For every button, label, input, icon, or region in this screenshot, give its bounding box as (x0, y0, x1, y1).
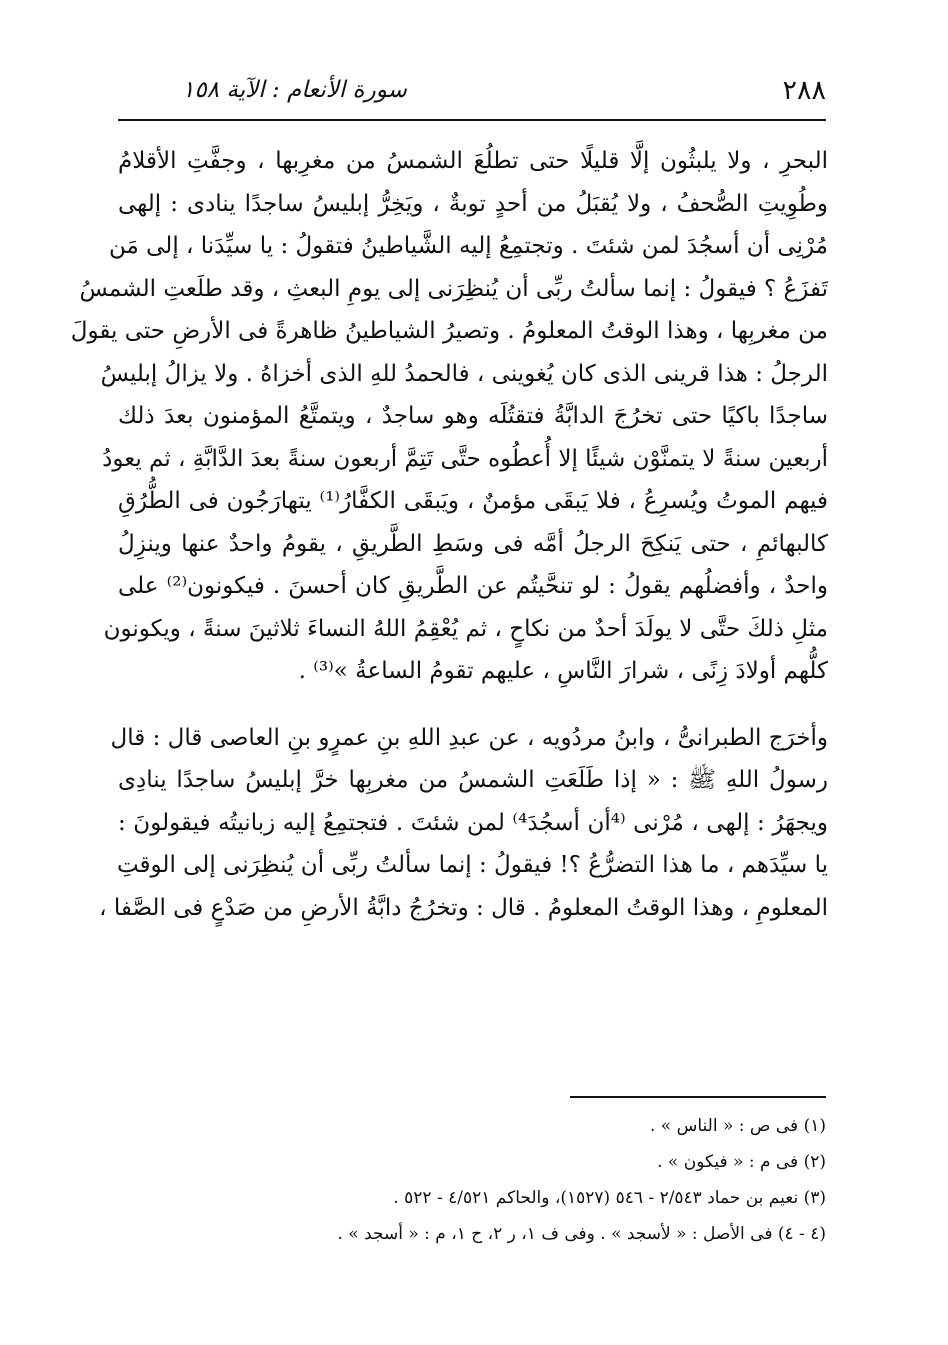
text-line: كلُّهم أولادَ زِنًى ، شرارَ النَّاسِ ، عليهم تقومُ الساعةُ »⁽³⁾ . (298, 658, 828, 684)
footnote-2: (٢) فى م : « فيكون » . (657, 1152, 826, 1172)
text-line: مُرْنِى أن أسجُدَ لمن شئتَ . وتجتمِعُ إليه الشَّياطينُ فتقولُ : يا سيِّدَنا ، إلى مَن (109, 233, 828, 259)
header-rule (118, 119, 826, 121)
text-line: المعلومِ ، وهذا الوقتُ المعلومُ . قال : وتخرُجُ دابَّةُ الأرضِ من صَدْعٍ فى الصَّفا ، (99, 894, 828, 921)
text-line: تَفزَعُ ؟ فيقولُ : إنما سألتُ ربِّى أن يُنظِرَنى إلى يومِ البعثِ ، وقد طلَعتِ الشمسُ (79, 275, 828, 302)
text-line: أربعين سنةً لا يتمنَّوْن شيئًا إلا أُعطُوه حتَّى تَتِمَّ أربعون سنةً بعدَ الدَّابَّةِ ، ثم يعودُ (102, 445, 828, 472)
text-line: فيهم الموتُ ويُسرِعُ ، فلا يَبقَى مؤمنٌ ، ويَبقَى الكفَّارُ⁽¹⁾ يتهارَجُون فى الطُّرُقِ (118, 488, 828, 514)
page-number: ٢٨٨ (782, 74, 826, 106)
footnote-separator (570, 1096, 826, 1098)
page-header (118, 66, 826, 114)
paragraph-1 (70, 140, 829, 693)
main-text (70, 140, 829, 929)
text-line: ويجهَرُ : إلهى ، مُرْنى ⁽⁴أن أسجُدَ⁴⁾ لمن شئتَ . فتجتمِعُ إليه زبانيتُه فيقولونَ : (118, 809, 828, 836)
text-line: كالبهائمِ ، حتى يَنكِحَ الرجلُ أمَّه فى وسَطِ الطَّريقِ ، يقومُ واحدٌ عنها وينزِلُ (118, 530, 828, 557)
text-line: الرجلُ : هذا قرينى الذى كان يُغوينى ، فالحمدُ للهِ الذى أخزاهُ . ولا يزالُ إبليسُ (100, 360, 828, 387)
paragraph-2 (99, 717, 828, 930)
text-line: البحرِ ، ولا يلبثُون إلَّا قليلًا حتى تطلُعَ الشمسُ من مغرِبها ، وجفَّتِ الأقلامُ (118, 148, 828, 174)
text-line: يا سيِّدَهم ، ما هذا التضرُّعُ ؟! فيقولُ : إنما سألتُ ربِّى أن يُنظِرَنى إلى الوقتِ (116, 852, 828, 878)
running-head: سورة الأنعام : الآية ١٥٨ (182, 77, 407, 103)
text-line: وطُوِيتِ الصُّحفُ ، ولا يُقبَلُ من أحدٍ توبةٌ ، ويَخِرُّ إبليسُ ساجدًا ينادى : إلهى (118, 190, 828, 217)
text-line: من مغربِها ، وهذا الوقتُ المعلومُ . وتصيرُ الشياطينُ ظاهرةً فى الأرضِ حتى يقولَ (70, 318, 828, 344)
footnotes (118, 1108, 826, 1252)
text-line: رسولُ اللهِ ﷺ : « إذا طَلَعَتِ الشمسُ من مغربِها خرَّ إبليسُ ساجدًا ينادِى (118, 767, 828, 793)
footnote-1: (١) فى ص : « الناس » . (650, 1116, 826, 1136)
text-line: واحدٌ ، وأفضلُهم يقولُ : لو تنحَّيتُم عن الطَّريقِ كان أحسنَ . فيكونون⁽²⁾ على (118, 573, 829, 599)
text-line: ساجدًا باكيًا حتى تخرُجَ الدابَّةُ فتقتُلَه وهو ساجدٌ ، ويتمتَّعُ المؤمنون بعدَ ذلك (118, 403, 828, 429)
footnote-4: (٤ - ٤) فى الأصل : « لأسجد » . وفى ف ١، ر ٢، ح ١، م : « أسجد » . (337, 1224, 826, 1244)
text-line: مثلِ ذلكَ حتَّى لا يولَدَ أحدٌ من نكاحٍ ، ثم يُعْقِمُ اللهُ النساءَ ثلاثينَ سنةً ، ويكونون (103, 615, 828, 642)
footnote-3: (٣) نعيم بن حماد ٢/٥٤٣ - ٥٤٦ (١٥٢٧)، والحاكم ٤/٥٢١ - ٥٢٢ . (393, 1188, 826, 1208)
text-line: وأخرَج الطبرانىُّ ، وابنُ مردُويه ، عن عبدِ اللهِ بنِ عمرٍو بنِ العاصى قال : قال (110, 724, 828, 751)
